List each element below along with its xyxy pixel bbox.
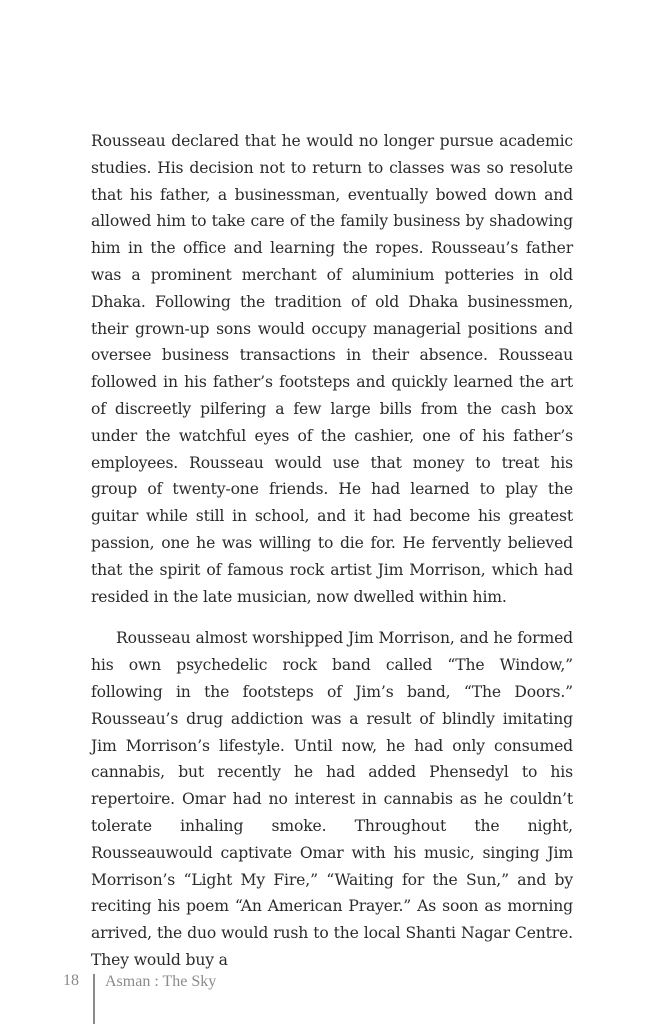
paragraph-2: Rousseau almost worshipped Jim Morrison, and he formed his own psychedelic rock band called “The Window,” following in the footsteps of Jim’s band, “The Doors.” Rousseau’s drug addiction was a result of blindly imitating Jim Morrison’s lifestyle. Until now, he had only consumed cannabis, but recently he had added Phensedyl to his repertoire. Omar had no interest in cannabis as he couldn’t tolerate inhaling smoke. Throughout the night, Rousseauwould captivate Omar with his music, singing Jim Morrison’s “Light My Fire,” “Waiting for the Sun,” and by reciting his poem “An American Prayer.” As soon as morning arrived, the duo would rush to the local Shanti Nagar Centre. They would buy a [91,629,573,969]
paragraph-1: Rousseau declared that he would no longer pursue academic studies. His decision not to return to classes was so resolute that his father, a businessman, eventually bowed down and allowed him to take care of the family business by shadowing him in the office and learning the ropes. Rousseau’s father was a prominent merchant of aluminium potteries in old Dhaka. Following the tradition of old Dhaka businessmen, their grown-up sons would occupy managerial positions and oversee business transactions in their absence. Rousseau followed in his father’s footsteps and quickly learned the art of discreetly pilfering a few large bills from the cash box under the watchful eyes of the cashier, one of his father’s employees. Rousseau would use that money to treat his group of twenty-one friends. He had learned to play the guitar while still in school, and it had become his greatest passion, one he was willing to die for. He fervently believed that the spirit of famous rock artist Jim Morrison, which had resided in the late musician, now dwelled within him. [91,132,573,606]
body-text [91,128,573,974]
page-footer [0,966,663,1024]
running-title: Asman : The Sky [105,973,217,990]
page-number: 18 [63,972,79,989]
footer-divider [93,974,95,1024]
